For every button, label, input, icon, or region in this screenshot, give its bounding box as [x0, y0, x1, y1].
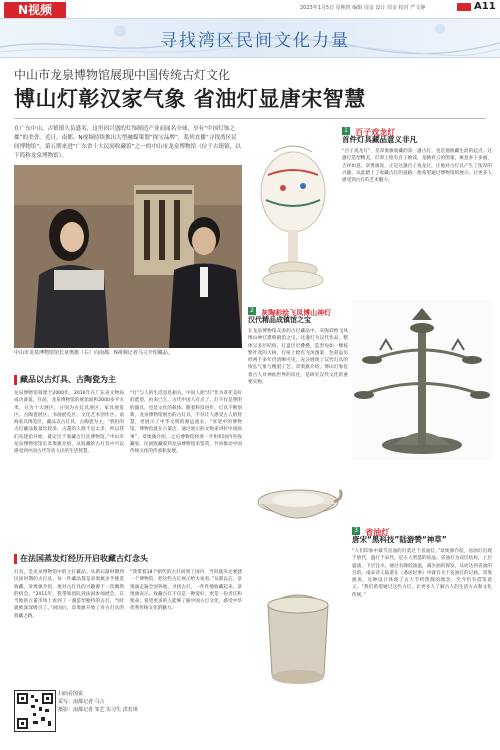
- section2-column-1: 灯具，是龙泉博物馆中的主打藏品。从新石器时期到民国时期的古灯具，每一件藏品都是章奥旗亲手挑选收藏。章奥旗介绍，他对古灯具的兴趣源于一次偶然的机会。“2011年，我带领团队到法国参加展会，在当地的古董市场上看到了一盏造型独特的古灯，当时就被深深吸引了。”回国后，章奥旗开始了对古灯具的收藏之路。: [14, 570, 124, 619]
- section2-column-2: “我带着18个朝代的古灯回到了国内，当时就决定要建一个博物馆，把这些古灯展示给大家看。”从那以后，章奥旗走遍全国各地，寻找古灯，一件件地收藏起来。章奥旗表示，收藏古灯不仅是一种爱好，更是一份责任和使命，希望更多的人能够了解中国古灯文化，感受中华优秀传统文化的魅力。: [130, 570, 242, 612]
- section-badge: [457, 3, 471, 11]
- boshan-lamp-illustration: [352, 300, 492, 460]
- article-kicker: 中山市龙泉博物馆展现中国传统古灯文化: [14, 68, 231, 82]
- item-body-3: “人们印象中最节省油的灯莫过于省油灯。”章奥旗介绍，省油灯出现于唐代，盛行于宋代，是古人智慧的结晶。省油灯为双层结构，上层盛油，下层注水，通过水降低油温，减少油的挥发，从而达到省油的目的。南宋诗人陆游在《斋居纪事》中就有关于省油灯的记载。章奥旗说，这种设计体现了古人节约资源的理念，至今仍有借鉴意义。“我们希望通过这些古灯，让更多人了解古人的生活方式和文化传统。”: [352, 549, 492, 598]
- qr-code[interactable]: [14, 690, 56, 732]
- section-heading-1: [14, 374, 242, 386]
- item-title-3: 省油灯: [365, 528, 390, 537]
- curator-photo-illustration: [14, 165, 242, 348]
- section-title-2: 在法国蒸发灯经历开启收藏古灯念头: [20, 554, 148, 563]
- qr-code-pattern: [15, 691, 55, 731]
- lamp-photo-2: [352, 300, 492, 460]
- lamp-photo-1: [248, 120, 338, 305]
- item-title-2: 灰陶彩绘飞凤博山神灯: [261, 309, 332, 317]
- ceramic-lamp-illustration: [248, 545, 348, 740]
- section1-column-2: “灯”与人的生活息息相关。中国人把“灯”作为寄托美好的愿望，由来已久，古代中国人有点了，灯不仅是照明的器具，也是文化的载体。随着科技进步，灯具不断创新，龙泉博物馆展出的古灯具，不仅让人感受古人的智慧，更展示了中华文明的源远流长。“喜迎中的博物馆，博物馆就在古董店，通过展示的文物来讲好中国故事”，章奥旗介绍，之后博物馆将进一步组织国内外收藏家、民间收藏家到龙泉博物馆来鉴赏，共同推动中国传统文化的传承和发展。: [130, 391, 242, 455]
- credit-line: 扫码看图说: [58, 691, 84, 697]
- heading-marker: [14, 375, 17, 385]
- n-video-logo: N视频: [4, 2, 66, 18]
- credits-block: [58, 690, 238, 714]
- section-heading-2: [14, 553, 242, 565]
- issue-info: 2023年1月5日 星期四 编辑 周金 设计 周金 校对 严文静: [300, 5, 426, 11]
- lamp-photo-3: [248, 462, 348, 540]
- item-number-1: 1: [342, 127, 350, 135]
- item-subtitle-3: 唐宋“黑科技”陆游赞“神草”: [352, 535, 447, 544]
- item-body-1: “百子戏龙灯”，是章奥旗收藏的第一盏古灯，也是他收藏生涯的起点。这盏灯造型精美，灯罩上绘有百子嬉戏、龙腾祥云的图案，寓意多子多福、吉祥如意。章奥旗说，正是这盏百子戏龙灯，让他对古灯具产生了浓厚的兴趣，从此踏上了收藏古灯的道路。他希望通过博物馆的展示，让更多人感受到古灯的艺术魅力。: [342, 149, 492, 184]
- item-number-3: 3: [352, 527, 360, 535]
- lamp-photo-4: [248, 545, 348, 740]
- banner-title: 寻找湾区民间文化力量: [160, 31, 350, 51]
- item-heading-2: [248, 300, 338, 317]
- photo-caption: 中山市龙泉博物馆馆长章奥旗（右）向南都、N视频记者马言介绍藏品。: [14, 350, 173, 356]
- item-subtitle-1: 首件灯具藏品意义非凡: [342, 135, 417, 144]
- item-subtitle-2: 汉代精品成镇馆之宝: [248, 316, 311, 324]
- section-title-1: 藏品以古灯具、古陶瓷为主: [20, 375, 116, 384]
- article-headline: 博山灯彰汉家气象 省油灯显唐宋智慧: [14, 87, 366, 111]
- item-heading-1: [342, 120, 492, 137]
- item-body-2: 在龙泉博物馆众多的古灯藏品中，灰陶彩绘飞凤博山神灯堪称镇馆之宝。这盏灯为汉代作品，整体呈多层结构，灯盘层层叠叠，造型宛如一棵枝繁叶茂的大树，灯座上绘有飞凤图案，色彩虽历经两千多年仍清晰可见，充分展现了汉代灯具的恢弘气象与精湛工艺。章奥旗介绍，博山灯象征着古人对神仙世界的向往，是研究汉代文化的重要实物。: [248, 329, 348, 386]
- article-lead: 在广东中山，古镇镇久负盛名，这里因兴盛的灯饰制造产业而闻名全球，享有“中国灯饰之都”的美誉。近日，南都、N视频持续推出大型融媒策划“探宝品牌”，系列直播“寻找湾区民间博物馆”。第五期来进“广东省十大民间收藏馆”之一的中山市龙泉博物馆（位于古镇镇，以下简称龙泉博物馆）。: [14, 126, 241, 159]
- item-number-2: 2: [248, 307, 256, 315]
- headline-divider: [14, 118, 486, 119]
- curator-photo: [14, 165, 242, 348]
- heading-marker: [14, 554, 17, 564]
- page-number: A11: [474, 1, 496, 12]
- section1-column-1: 龙泉博物馆筹建于2000年，2016年在广东省文物局成功备案。目前，龙泉博物馆的展馆面积2000多平方米，分为十大展区，分别为古灯具展区、家具展览区、古陶瓷展区、书画展览区、文化艺术创作区、南海家具博览区，藏品以古灯具、古陶瓷为主。“我们的古灯藏品数量比较多，古董的人群不是太多，所以我们从建馆开始，就定位于收藏古灯具博物馆。”中山市龙泉博物馆馆长章奥旗介绍，从收藏的古灯具中可以感受到中国古代劳动人民的生活智慧。: [14, 391, 124, 455]
- credit-line: 采写：南都记者 马言: [58, 699, 105, 705]
- oil-saving-lamp-illustration: [248, 462, 348, 540]
- credit-line: 摄影：南都记者 邹艺 实习生 洪若琪: [58, 707, 138, 713]
- item-title-1: 百子戏龙灯: [355, 128, 396, 137]
- hundred-children-lamp-illustration: [248, 120, 338, 305]
- item-heading-3: [352, 520, 492, 537]
